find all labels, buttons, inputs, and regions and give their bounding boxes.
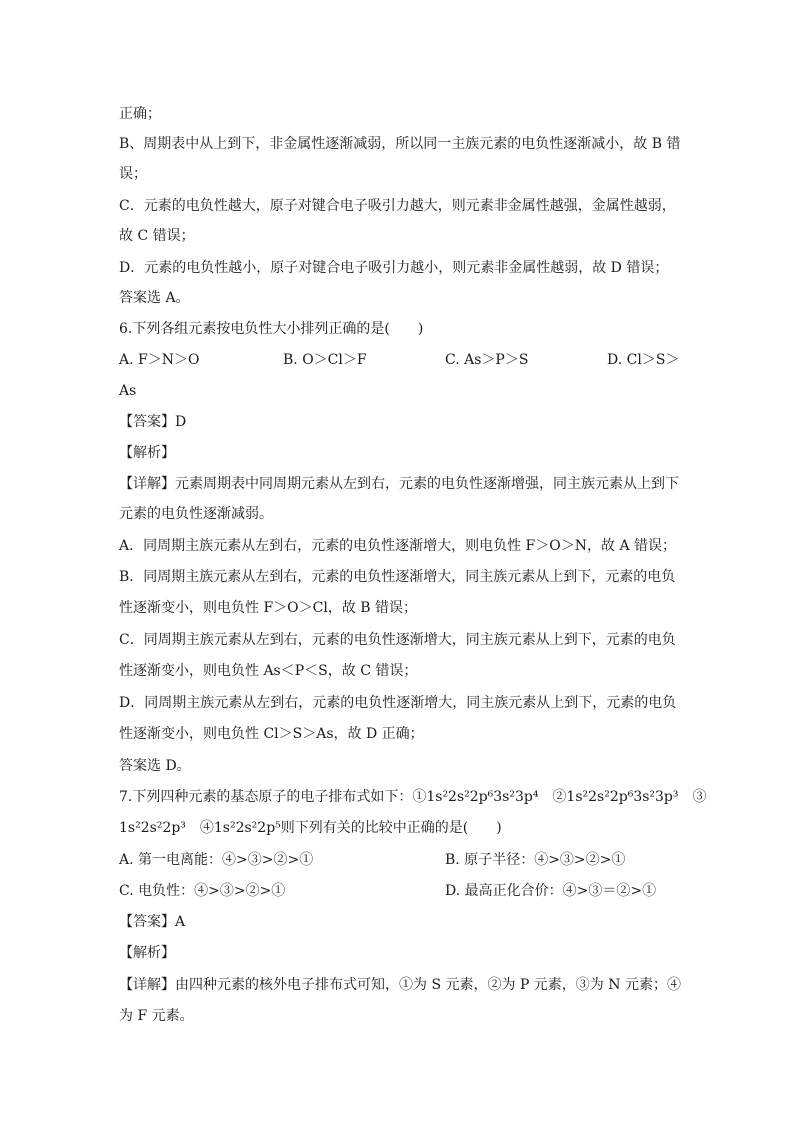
q6-option-b: B. O＞Cl＞F — [283, 352, 367, 368]
text-line: 正确； — [119, 106, 161, 122]
text-line: 答案选 D。 — [119, 758, 191, 774]
text-line: C．元素的电负性越大，原子对键合电子吸引力越大，则元素非金属性越强，金属性越弱， — [119, 198, 676, 214]
q7-option-a: A. 第一电离能：④>③>②>① — [119, 852, 314, 868]
text-line: 性逐渐变小，则电负性 F＞O＞Cl，故 B 错误； — [119, 600, 418, 616]
question-7-stem-cont: 1s²2s²2p³ ④1s²2s²2p⁵则下列有关的比较中正确的是( ) — [119, 820, 502, 836]
q6-option-d-continued: As — [119, 383, 137, 399]
text-line: D．同周期主族元素从左到右，元素的电负性逐渐增大，同主族元素从上到下，元素的电负 — [119, 695, 677, 711]
question-6-stem: 6.下列各组元素按电负性大小排列正确的是( ) — [119, 321, 424, 337]
q6-answer: 【答案】D — [119, 414, 187, 430]
text-line: 故 C 错误； — [119, 228, 195, 244]
text-line: 答案选 A。 — [119, 290, 190, 306]
text-line: B．同周期主族元素从左到右，元素的电负性逐渐增大，同主族元素从上到下，元素的电负 — [119, 569, 676, 585]
text-line: C．同周期主族元素从左到右，元素的电负性逐渐增大，同主族元素从上到下，元素的电负 — [119, 632, 676, 648]
q7-analysis-heading: 【解析】 — [119, 945, 175, 961]
text-line: 【详解】元素周期表中同周期元素从左到右，元素的电负性逐渐增强，同主族元素从上到下 — [119, 476, 679, 492]
text-line: 为 F 元素。 — [119, 1008, 194, 1024]
text-line: B、周期表中从上到下，非金属性逐渐减弱，所以同一主族元素的电负性逐渐减小，故 B 错 — [119, 136, 681, 152]
q7-option-b: B. 原子半径：④>③>②>① — [445, 852, 626, 868]
text-line: 元素的电负性逐渐减弱。 — [119, 506, 273, 522]
text-line: 误； — [119, 166, 147, 182]
question-7-stem: 7.下列四种元素的基态原子的电子排布式如下：①1s²2s²2p⁶3s²3p⁴ ②1s²2s²2p⁶3s²3p³ ③ — [119, 789, 707, 805]
q6-option-a: A. F＞N＞O — [119, 352, 200, 368]
text-line: 性逐渐变小，则电负性 As＜P＜S，故 C 错误； — [119, 663, 418, 679]
q7-option-c: C. 电负性：④>③>②>① — [119, 883, 286, 899]
q7-answer: 【答案】A — [119, 914, 186, 930]
text-line: D．元素的电负性越小，原子对键合电子吸引力越小，则元素非金属性越弱，故 D 错误； — [119, 260, 669, 276]
q6-analysis-heading: 【解析】 — [119, 445, 175, 461]
text-line: A．同周期主族元素从左到右，元素的电负性逐渐增大，则电负性 F＞O＞N，故 A 错误； — [119, 538, 677, 554]
text-line: 【详解】由四种元素的核外电子排布式可知，①为 S 元素，②为 P 元素，③为 N 元素；④ — [119, 977, 681, 993]
q6-option-d: D. Cl＞S＞ — [607, 352, 680, 368]
q7-option-d: D. 最高正化合价：④>③＝②>① — [445, 883, 657, 899]
text-line: 性逐渐变小，则电负性 Cl＞S＞As，故 D 正确； — [119, 726, 424, 742]
q6-option-c: C. As＞P＞S — [445, 352, 529, 368]
